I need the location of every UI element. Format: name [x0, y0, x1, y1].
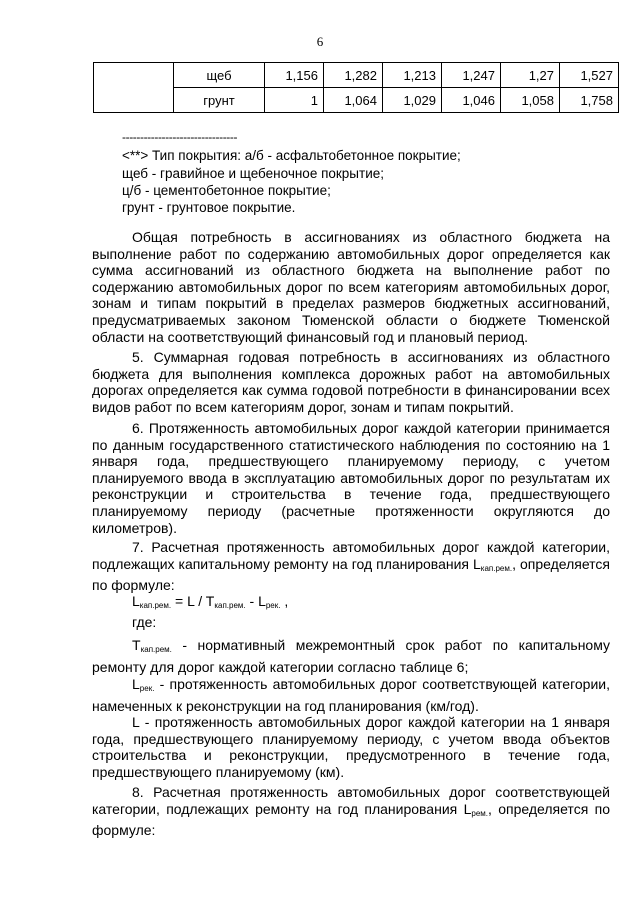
table-cell: 1,213 — [383, 63, 442, 88]
paragraph-7-tail: , определяется по формуле: — [92, 555, 611, 594]
table-cell: 1,156 — [265, 63, 324, 88]
paragraph-6: 6. Протяженность автомобильных дорог каждой категории принимается по данным государственного статистического наблюдения по состоянию на 1 января года, предшествующего планируемому периоду, с учетом планируемого ввода в эксплуатацию автомобильных дорог по результатам их реконструкции и строительства в течение года, предшествующего планируемому периоду (расчетные протяженности округляются до километров). — [92, 420, 610, 536]
definition-l: L - протяженность автомобильных дорог каждой категории на 1 января года, предшествующего планируемому периоду, с учетом ввода объектов строительства и реконструкции, предусмотренного в течение года, предшествующего планируемому (км). — [92, 714, 610, 780]
where-label: где: — [132, 614, 157, 630]
definition-t — [92, 637, 610, 675]
footnote-separator: -------------------------------- — [122, 130, 238, 144]
formula-symbol: L — [132, 676, 140, 692]
definition-text: - нормативный межремонтный срок работ по капитальному ремонту для дорог каждой категории согласно таблице 6; — [92, 637, 610, 675]
table-cell: 1,282 — [324, 63, 383, 88]
subscript: рек. — [265, 601, 281, 610]
footnote-line: <**> Тип покрытия: а/б - асфальтобетонное покрытие; — [122, 148, 461, 163]
paragraph-7 — [92, 539, 610, 594]
table-row — [94, 63, 619, 88]
paragraph-5: 5. Суммарная годовая потребность в ассигнованиях из областного бюджета для выполнения комплекса дорожных работ на автомобильных дорогах определяется как сумма годовой потребности в финансировании всех видов работ по всем категориям дорог, зонам и типам покрытий. — [92, 349, 610, 415]
paragraph-total-need: Общая потребность в ассигнованиях из областного бюджета на выполнение работ по содержанию автомобильных дорог определяется как сумма ассигнований из областного бюджета на выполнение работ по содержанию автомобильных дорог по всем категориям автомобильных дорог, зонам и типам покрытий в пределах размеров бюджетных ассигнований, предусматриваемых законом Тюменской области о бюджете Тюменской области на соответствующий финансовый год и плановый период. — [92, 229, 610, 345]
table-cell: 1 — [265, 88, 324, 113]
footnote-line: ц/б - цементобетонное покрытие; — [122, 183, 331, 198]
formula-capital-repair — [132, 593, 288, 610]
paragraph-7-text: 7. Расчетная протяженность автомобильных дорог каждой категории, подлежащих капитальному ремонту на год планирования L — [92, 539, 610, 572]
footnote-line: щеб - гравийное и щебеночное покрытие; — [122, 166, 384, 181]
table-cell: 1,758 — [560, 88, 619, 113]
coefficient-table — [93, 62, 619, 113]
table-cell: 1,064 — [324, 88, 383, 113]
footnote-line: грунт - грунтовое покрытие. — [122, 200, 296, 215]
formula-symbol: L — [132, 593, 140, 609]
table-cell: 1,247 — [442, 63, 501, 88]
table-cell-type: грунт — [174, 88, 265, 113]
paragraph-8-tail: , определяется по формуле: — [92, 800, 610, 839]
paragraph-8-text: 8. Расчетная протяженность автомобильных дорог соответствующей категории, подлежащих ремонту на год планирования L — [92, 784, 610, 817]
formula-part: - L — [245, 593, 266, 609]
definition-lrek — [92, 676, 610, 714]
formula-part: , — [280, 593, 289, 609]
subscript: кап.рем. — [140, 645, 172, 654]
table-cell-type: щеб — [174, 63, 265, 88]
subscript: кап.рем. — [214, 601, 246, 610]
page-number: 6 — [316, 34, 324, 49]
table-cell: 1,058 — [501, 88, 560, 113]
paragraph-8 — [92, 784, 610, 839]
table-cell-blank — [94, 63, 174, 113]
subscript: рек. — [139, 684, 155, 693]
definition-text: - протяженность автомобильных дорог соответствующей категории, намеченных к реконструкции на год планирования (км/год). — [92, 676, 610, 714]
table-cell: 1,029 — [383, 88, 442, 113]
formula-symbol: T — [132, 637, 141, 653]
table-cell: 1,27 — [501, 63, 560, 88]
table-cell: 1,527 — [560, 63, 619, 88]
subscript: кап.рем. — [480, 563, 513, 573]
formula-part: = L / T — [171, 593, 215, 609]
subscript: кап.рем. — [139, 601, 172, 610]
subscript: рем. — [471, 808, 488, 818]
table-cell: 1,046 — [442, 88, 501, 113]
